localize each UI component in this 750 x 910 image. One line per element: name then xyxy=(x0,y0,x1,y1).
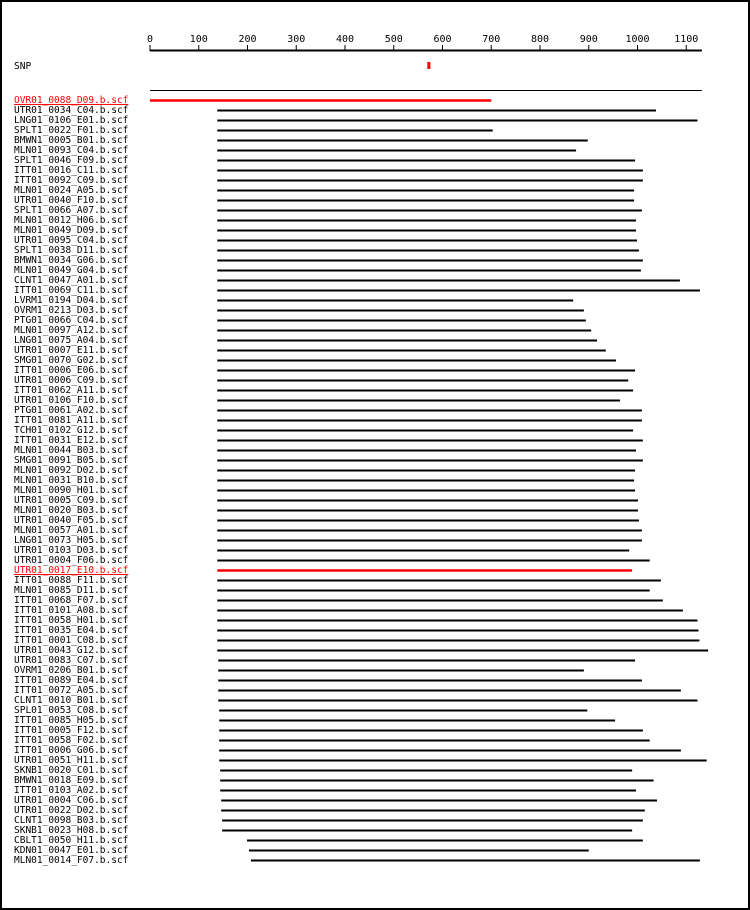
read-name[interactable]: MLN01_0085_D11.b.scf xyxy=(14,585,129,596)
read-name[interactable]: LNG01_0073_H05.b.scf xyxy=(14,535,129,546)
read-name[interactable]: ITT01_0058_H01.b.scf xyxy=(14,615,129,626)
read-name[interactable]: SMG01_0070_G02.b.scf xyxy=(14,355,129,366)
read-name[interactable]: ITT01_0006_E06.b.scf xyxy=(14,365,129,376)
axis-tick-label: 700 xyxy=(482,34,501,45)
read-name[interactable]: UTR01_0040_F10.b.scf xyxy=(14,195,129,206)
read-name[interactable]: KDN01_0047_E01.b.scf xyxy=(14,845,129,856)
read-name[interactable]: UTR01_0006_C09.b.scf xyxy=(14,375,129,386)
read-list xyxy=(14,95,708,866)
read-name[interactable]: ITT01_0092_C09.b.scf xyxy=(14,175,129,186)
read-name[interactable]: MLN01_0031_B10.b.scf xyxy=(14,475,129,486)
read-name[interactable]: MLN01_0044_B03.b.scf xyxy=(14,445,129,456)
read-name[interactable]: SKNB1_0023_H08.b.scf xyxy=(14,825,129,836)
read-name[interactable]: MLN01_0024_A05.b.scf xyxy=(14,185,129,196)
read-name[interactable]: ITT01_0058_F02.b.scf xyxy=(14,735,129,746)
read-row[interactable] xyxy=(14,855,700,866)
read-name[interactable]: OVRM1_0213_D03.b.scf xyxy=(14,305,129,316)
read-name[interactable]: UTR01_0004_C06.b.scf xyxy=(14,795,129,806)
read-name[interactable]: ITT01_0062_A11.b.scf xyxy=(14,385,129,396)
read-name[interactable]: SPLT1_0046_F09.b.scf xyxy=(14,155,129,166)
read-name[interactable]: SPLT1_0066_A07.b.scf xyxy=(14,205,129,216)
read-name[interactable]: SPLT1_0022_F01.b.scf xyxy=(14,125,129,136)
read-name[interactable]: ITT01_0101_A08.b.scf xyxy=(14,605,129,616)
read-name[interactable]: LVRM1_0194_D04.b.scf xyxy=(14,295,129,306)
read-name[interactable]: LNG01_0106_E01.b.scf xyxy=(14,115,129,126)
snp-marker[interactable] xyxy=(427,62,430,69)
read-name[interactable]: MLN01_0097_A12.b.scf xyxy=(14,325,129,336)
axis-ticks xyxy=(147,34,698,51)
axis-tick-label: 800 xyxy=(530,34,550,45)
read-name[interactable]: MLN01_0014_F07.b.scf xyxy=(14,855,129,866)
read-name[interactable]: BMWN1_0005_B01.b.scf xyxy=(14,135,129,146)
read-name[interactable]: UTR01_0106_F10.b.scf xyxy=(14,395,129,406)
read-name[interactable]: ITT01_0085_H05.b.scf xyxy=(14,715,129,726)
read-name[interactable]: UTR01_0004_F06.b.scf xyxy=(14,555,129,566)
read-name[interactable]: CLNT1_0047_A01.b.scf xyxy=(14,275,129,286)
read-name[interactable]: MLN01_0049_G04.b.scf xyxy=(14,265,129,276)
read-name[interactable]: UTR01_0043_G12.b.scf xyxy=(14,645,129,656)
read-name[interactable]: ITT01_0001_C08.b.scf xyxy=(14,635,129,646)
read-name[interactable]: ITT01_0068_F07.b.scf xyxy=(14,595,129,606)
read-name[interactable]: ITT01_0072_A05.b.scf xyxy=(14,685,129,696)
read-name[interactable]: OVRM1_0206_B01.b.scf xyxy=(14,665,129,676)
read-name[interactable]: ITT01_0035_E04.b.scf xyxy=(14,625,129,636)
snp-track-label: SNP xyxy=(14,61,32,72)
axis-tick-label: 900 xyxy=(579,34,598,45)
read-name[interactable]: UTR01_0017_E10.b.scf xyxy=(14,565,129,576)
read-name[interactable]: MLN01_0092_D02.b.scf xyxy=(14,465,129,476)
read-name[interactable]: ITT01_0089_E04.b.scf xyxy=(14,675,129,686)
read-name[interactable]: ITT01_0088_F11.b.scf xyxy=(14,575,129,586)
read-name[interactable]: UTR01_0103_D03.b.scf xyxy=(14,545,129,556)
read-name[interactable]: ITT01_0016_C11.b.scf xyxy=(14,165,129,176)
read-name[interactable]: CLNT1_0098_B03.b.scf xyxy=(14,815,129,826)
read-name[interactable]: SPLT1_0038_D11.b.scf xyxy=(14,245,129,256)
position-axis xyxy=(147,34,702,51)
read-name[interactable]: CBLT1_0050_H11.b.scf xyxy=(14,835,129,846)
axis-tick-label: 100 xyxy=(189,34,208,45)
read-name[interactable]: PTG01_0066_C04.b.scf xyxy=(14,315,129,326)
axis-tick-label: 500 xyxy=(384,34,403,45)
axis-tick-label: 600 xyxy=(433,34,452,45)
axis-tick-label: 1100 xyxy=(674,34,699,45)
read-name[interactable]: UTR01_0034_C04.b.scf xyxy=(14,105,129,116)
read-name[interactable]: ITT01_0031_E12.b.scf xyxy=(14,435,129,446)
read-name[interactable]: MLN01_0012_H06.b.scf xyxy=(14,215,129,226)
read-name[interactable]: ITT01_0005_F12.b.scf xyxy=(14,725,129,736)
read-name[interactable]: MLN01_0057_A01.b.scf xyxy=(14,525,129,536)
read-name[interactable]: MLN01_0090_H01.b.scf xyxy=(14,485,129,496)
read-name[interactable]: ITT01_0069_C11.b.scf xyxy=(14,285,129,296)
axis-tick-label: 200 xyxy=(238,34,257,45)
read-name[interactable]: SMG01_0091_B05.b.scf xyxy=(14,455,129,466)
axis-tick-label: 400 xyxy=(335,34,355,45)
axis-tick-label: 0 xyxy=(146,34,154,45)
read-name[interactable]: UTR01_0040_F05.b.scf xyxy=(14,515,129,526)
read-name[interactable]: UTR01_0005_C09.b.scf xyxy=(14,495,129,506)
read-name[interactable]: UTR01_0022_D02.b.scf xyxy=(14,805,129,816)
read-name[interactable]: SKNB1_0020_C01.b.scf xyxy=(14,765,129,776)
read-name[interactable]: MLN01_0049_D09.b.scf xyxy=(14,225,129,236)
read-name[interactable]: UTR01_0007_E11.b.scf xyxy=(14,345,129,356)
read-name[interactable]: CLNT1_0010_B01.b.scf xyxy=(14,695,129,706)
read-name[interactable]: LNG01_0075_A04.b.scf xyxy=(14,335,129,346)
read-name[interactable]: ITT01_0103_A02.b.scf xyxy=(14,785,129,796)
read-name[interactable]: MLN01_0093_C04.b.scf xyxy=(14,145,129,156)
read-name[interactable]: BMWN1_0018_E09.b.scf xyxy=(14,775,129,786)
read-name[interactable]: MLN01_0020_B03.b.scf xyxy=(14,505,129,516)
read-name[interactable]: BMWN1_0034_G06.b.scf xyxy=(14,255,129,266)
read-name[interactable]: UTR01_0083_C07.b.scf xyxy=(14,655,129,666)
read-name[interactable]: SPL01_0053_C08.b.scf xyxy=(14,705,129,716)
axis-tick-label: 1000 xyxy=(625,34,650,45)
axis-tick-label: 300 xyxy=(287,34,306,45)
read-name[interactable]: UTR01_0051_H11.b.scf xyxy=(14,755,129,766)
read-name[interactable]: ITT01_0006_G06.b.scf xyxy=(14,745,129,756)
read-name[interactable]: OVR01_0088_D09.b.scf xyxy=(14,95,129,106)
read-name[interactable]: UTR01_0095_C04.b.scf xyxy=(14,235,129,246)
read-name[interactable]: PTG01_0061_A02.b.scf xyxy=(14,405,129,416)
read-name[interactable]: ITT01_0081_A11.b.scf xyxy=(14,415,129,426)
read-name[interactable]: TCH01_0102_G12.b.scf xyxy=(14,425,129,436)
